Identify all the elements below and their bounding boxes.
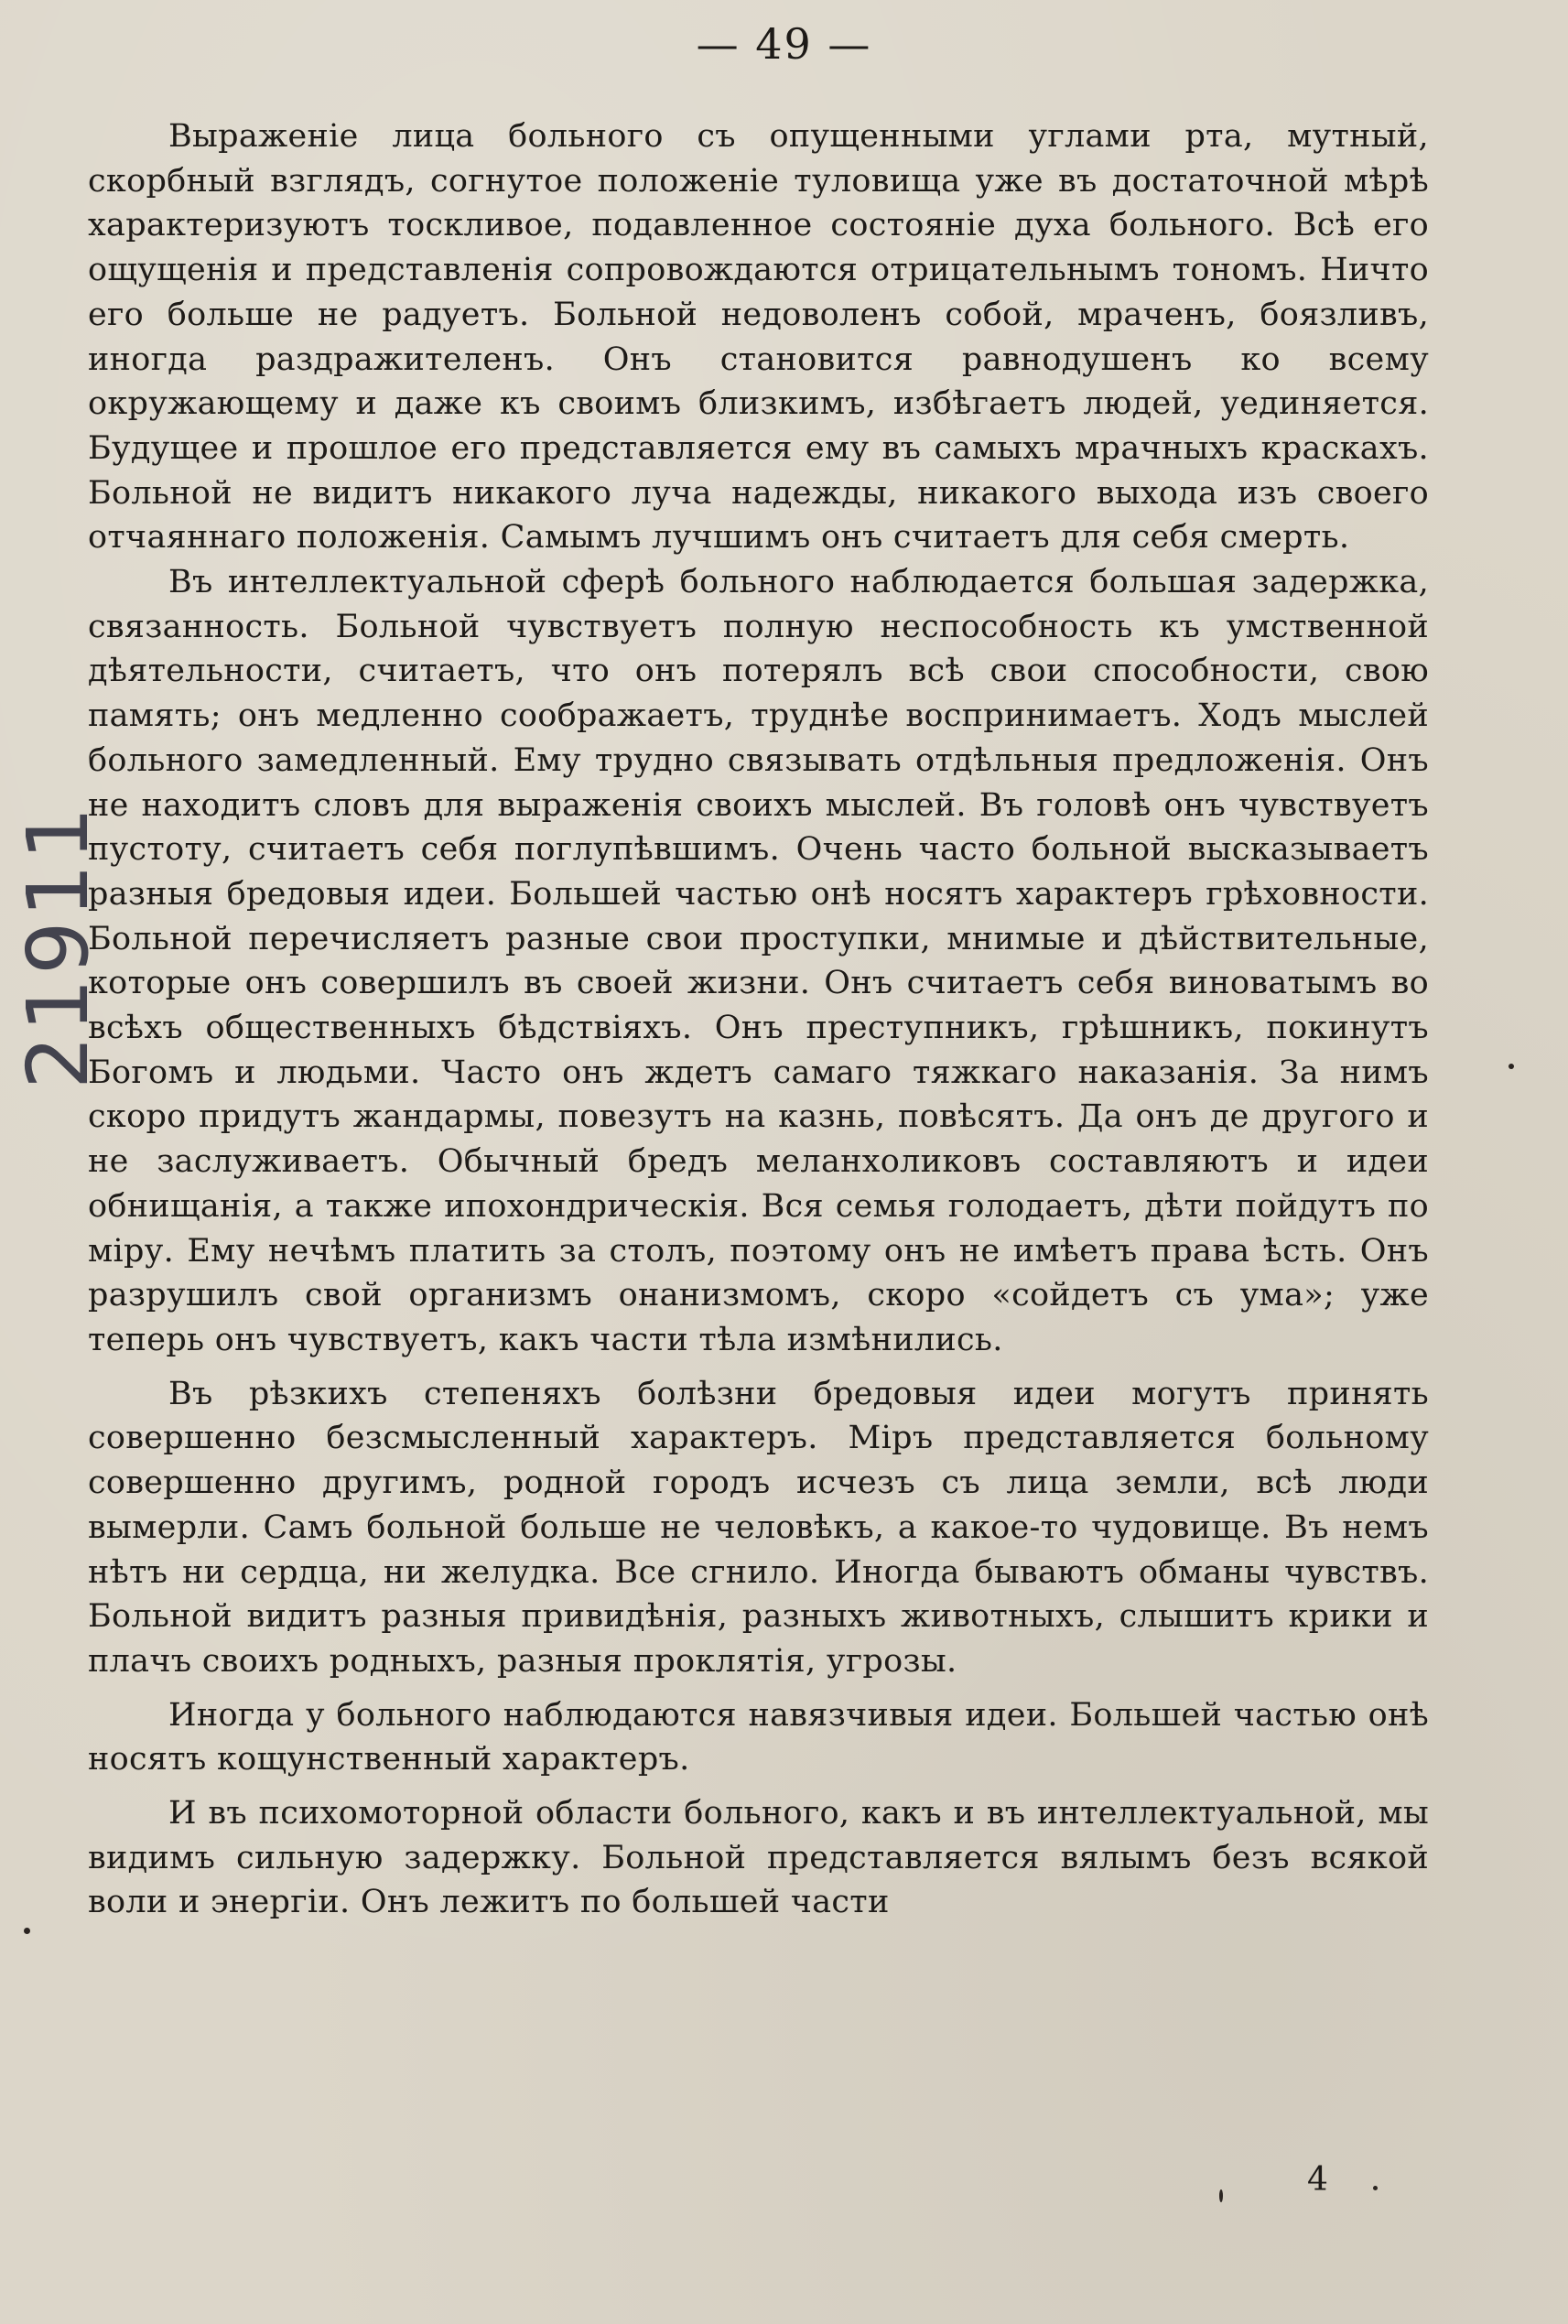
ink-speck <box>1219 2189 1223 2202</box>
ink-speck <box>24 1928 30 1934</box>
paragraph-3: Въ рѣзкихъ степеняхъ болѣзни бредовыя идеи могутъ принять совершенно безсмысленный характеръ. Міръ представляется больному совершенно другимъ, родной городъ исчезъ съ лица земли, всѣ люди вымерли. Самъ больной больше не человѣкъ, а какое-то чудовище. Въ немъ нѣтъ ни сердца, ни желудка. Все сгнило. Иногда бываютъ обманы чувствъ. Больной видитъ разныя привидѣнія, разныхъ животныхъ, слышитъ крики и плачъ своихъ родныхъ, разныя проклятія, угрозы. <box>88 1375 1429 1680</box>
signature-mark: 4 <box>1307 2161 1328 2199</box>
paragraph-2: Въ интеллектуальной сферѣ больного наблюдается большая задержка, связанность. Больной чувствуетъ полную неспособность къ умственной дѣятельности, считаетъ, что онъ потерялъ всѣ свои способности, свою память; онъ медленно соображаетъ, труднѣе воспринимаетъ. Ходъ мыслей больного замедленный. Ему трудно связывать отдѣльныя предложенія. Онъ не находитъ словъ для выраженія своихъ мыслей. Въ головѣ онъ чувствуетъ пустоту, считаетъ себя поглупѣвшимъ. Очень часто больной высказываетъ разныя бредовыя идеи. Большей частью онѣ носятъ характеръ грѣховности. Больной перечисляетъ разные свои проступки, мнимые и дѣйствительные, которые онъ совершилъ въ своей жизни. Онъ считаетъ себя виноватымъ во всѣхъ общественныхъ бѣдствіяхъ. Онъ преступникъ, грѣшникъ, покинутъ Богомъ и людьми. Часто онъ ждетъ самаго тяжкаго наказанія. За нимъ скоро придутъ жандармы, повезутъ на казнь, повѣсятъ. Да онъ де другого и не заслуживаетъ. Обычный бредъ меланхоликовъ составляютъ и идеи обнищанія, а также ипохондрическія. Вся семья голодаетъ, дѣти пойдутъ по міру. Ему нечѣмъ платить за столъ, поэтому онъ не имѣетъ права ѣсть. Онъ разрушилъ свой организмъ онанизмомъ, скоро «сойдетъ съ ума»; уже теперь онъ чувствуетъ, какъ части тѣла измѣнились. <box>88 564 1429 1358</box>
paragraph-4: Иногда у больного наблюдаются навязчивыя идеи. Большей частью онѣ носятъ кощунственный характеръ. <box>88 1696 1429 1778</box>
ink-speck <box>1373 2186 1378 2190</box>
paragraph-5: И въ психомоторной области больного, какъ и въ интеллектуальной, мы видимъ сильную задержку. Больной представляется вялымъ безъ всякой воли и энергіи. Онъ лежитъ по большей части <box>88 1795 1429 1921</box>
page-number: — 49 — <box>696 19 872 69</box>
paragraph-1: Выраженіе лица больного съ опущенными углами рта, мутный, скорбный взглядъ, согнутое положеніе туловища уже въ достаточной мѣрѣ характеризуютъ тоскливое, подавленное состояніе духа больного. Всѣ его ощущенія и представленія сопровождаются отрицательнымъ тономъ. Ничто его больше не радуетъ. Больной недоволенъ собой, мраченъ, боязливъ, иногда раздражителенъ. Онъ становится равнодушенъ ко всему окружающему и даже къ своимъ близкимъ, избѣгаетъ людей, уединяется. Будущее и прошлое его представляется ему въ самыхъ мрачныхъ краскахъ. Больной не видитъ никакого луча надежды, никакого выхода изъ своего отчаяннаго положенія. Самымъ лучшимъ онъ считаетъ для себя смерть. <box>88 118 1429 557</box>
body-text <box>88 114 1429 1925</box>
margin-stamp-text: 21911 <box>9 803 107 1089</box>
ink-speck <box>1509 1064 1514 1069</box>
